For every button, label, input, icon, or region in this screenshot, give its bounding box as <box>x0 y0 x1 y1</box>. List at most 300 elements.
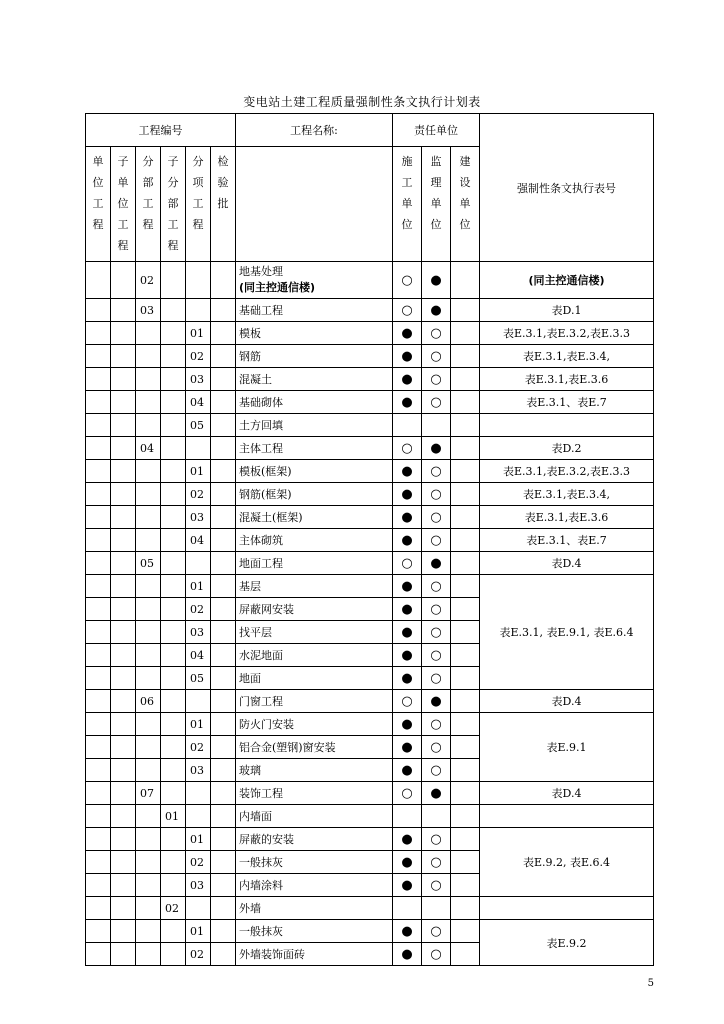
page-title: 变电站土建工程质量强制性条文执行计划表 <box>243 95 481 109</box>
project-name-cell <box>236 598 393 621</box>
construction-unit-mark: ● <box>393 920 422 943</box>
owner-unit-mark <box>451 345 480 368</box>
owner-unit-mark <box>451 575 480 598</box>
standard-table-cell: 表D.4 <box>480 782 654 805</box>
owner-unit-mark <box>451 805 480 828</box>
owner-unit-mark <box>451 299 480 322</box>
project-name-cell <box>236 414 393 437</box>
table-row <box>86 713 654 736</box>
owner-unit-mark <box>451 621 480 644</box>
supervision-unit-mark: ○ <box>422 391 451 414</box>
supervision-unit-header: 监理单位 <box>422 147 451 262</box>
code-cell-subunit <box>111 713 136 736</box>
code-cell-unit <box>86 667 111 690</box>
project-code-header: 工程编号 <box>86 114 236 147</box>
standard-table-cell: 表E.9.2 <box>480 920 654 966</box>
code-cell-item: 02 <box>186 736 211 759</box>
project-name-text: 土方回填 <box>239 419 283 432</box>
construction-unit-header: 施工单位 <box>393 147 422 262</box>
code-cell-subunit <box>111 575 136 598</box>
code-cell-part: 07 <box>136 782 161 805</box>
code-cell-unit <box>86 460 111 483</box>
standard-table-cell: 表E.9.2, 表E.6.4 <box>480 828 654 897</box>
owner-unit-mark <box>451 414 480 437</box>
construction-unit-mark: ● <box>393 598 422 621</box>
code-cell-item: 05 <box>186 414 211 437</box>
supervision-unit-mark: ● <box>422 262 451 299</box>
code-cell-item: 04 <box>186 391 211 414</box>
code-cell-part <box>136 460 161 483</box>
code-cell-batch <box>211 920 236 943</box>
project-name-cell <box>236 759 393 782</box>
table-row <box>86 322 654 345</box>
project-name-text: 基层 <box>239 580 261 593</box>
supervision-unit-mark: ○ <box>422 713 451 736</box>
code-cell-unit <box>86 621 111 644</box>
project-name-text: 铝合金(塑钢)窗安装 <box>239 741 336 754</box>
code-cell-unit <box>86 851 111 874</box>
table-row <box>86 897 654 920</box>
code-cell-part <box>136 828 161 851</box>
code-cell-unit <box>86 736 111 759</box>
code-cell-item: 02 <box>186 598 211 621</box>
supervision-unit-mark: ○ <box>422 529 451 552</box>
code-cell-part <box>136 897 161 920</box>
header-row-1 <box>86 114 654 147</box>
unit-project-header: 单位工程 <box>86 147 111 262</box>
construction-unit-mark <box>393 414 422 437</box>
code-cell-subpart <box>161 828 186 851</box>
construction-unit-mark: ● <box>393 667 422 690</box>
code-cell-unit <box>86 943 111 966</box>
owner-unit-mark <box>451 262 480 299</box>
project-name-cell <box>236 828 393 851</box>
project-name-text: 地面工程 <box>239 557 283 570</box>
code-cell-unit <box>86 690 111 713</box>
construction-unit-mark: ● <box>393 506 422 529</box>
project-name-cell <box>236 943 393 966</box>
project-name-text: 钢筋(框架) <box>239 488 292 501</box>
code-cell-item <box>186 437 211 460</box>
code-cell-subunit <box>111 322 136 345</box>
construction-unit-mark: ● <box>393 460 422 483</box>
table-row <box>86 828 654 851</box>
project-name-cell <box>236 391 393 414</box>
code-cell-unit <box>86 529 111 552</box>
code-cell-part: 04 <box>136 437 161 460</box>
code-cell-unit <box>86 874 111 897</box>
construction-unit-mark: ○ <box>393 552 422 575</box>
owner-unit-header: 建设单位 <box>451 147 480 262</box>
owner-unit-mark <box>451 943 480 966</box>
supervision-unit-mark: ● <box>422 299 451 322</box>
supervision-unit-mark: ● <box>422 690 451 713</box>
project-name-text: 外墙装饰面砖 <box>239 948 305 961</box>
project-name-text: 水泥地面 <box>239 649 283 662</box>
owner-unit-mark <box>451 920 480 943</box>
table-row <box>86 345 654 368</box>
code-cell-item <box>186 690 211 713</box>
owner-unit-mark <box>451 483 480 506</box>
code-cell-batch <box>211 552 236 575</box>
owner-unit-mark <box>451 598 480 621</box>
code-cell-batch <box>211 874 236 897</box>
code-cell-subunit <box>111 943 136 966</box>
code-cell-batch <box>211 460 236 483</box>
project-name-cell <box>236 368 393 391</box>
code-cell-batch <box>211 529 236 552</box>
code-cell-unit <box>86 299 111 322</box>
project-name-cell <box>236 483 393 506</box>
code-cell-subunit <box>111 437 136 460</box>
owner-unit-mark <box>451 897 480 920</box>
construction-unit-mark: ○ <box>393 690 422 713</box>
standard-table-cell: 表E.3.1、表E.7 <box>480 391 654 414</box>
owner-unit-mark <box>451 690 480 713</box>
code-cell-subunit <box>111 414 136 437</box>
project-name-cell <box>236 874 393 897</box>
project-name-cell <box>236 299 393 322</box>
code-cell-unit <box>86 322 111 345</box>
supervision-unit-mark: ○ <box>422 621 451 644</box>
code-cell-part <box>136 575 161 598</box>
code-cell-subpart <box>161 575 186 598</box>
code-cell-subunit <box>111 506 136 529</box>
code-cell-item: 01 <box>186 713 211 736</box>
code-cell-batch <box>211 598 236 621</box>
project-name-cell <box>236 805 393 828</box>
code-cell-subpart <box>161 552 186 575</box>
construction-unit-mark: ○ <box>393 262 422 299</box>
table-row <box>86 805 654 828</box>
standard-table-cell: 表D.1 <box>480 299 654 322</box>
table-row <box>86 575 654 598</box>
code-cell-item: 02 <box>186 851 211 874</box>
project-name-cell <box>236 920 393 943</box>
construction-unit-mark: ● <box>393 575 422 598</box>
code-cell-batch <box>211 483 236 506</box>
supervision-unit-mark: ○ <box>422 736 451 759</box>
code-cell-subpart <box>161 621 186 644</box>
construction-unit-mark: ● <box>393 759 422 782</box>
construction-unit-mark: ● <box>393 483 422 506</box>
code-cell-part: 05 <box>136 552 161 575</box>
code-cell-batch <box>211 828 236 851</box>
project-name-text: 门窗工程 <box>239 695 283 708</box>
code-cell-item: 01 <box>186 575 211 598</box>
project-name-cell <box>236 851 393 874</box>
construction-unit-mark: ● <box>393 368 422 391</box>
execution-plan-table <box>85 113 654 966</box>
table-row <box>86 414 654 437</box>
code-cell-batch <box>211 299 236 322</box>
code-cell-item: 03 <box>186 874 211 897</box>
code-cell-subunit <box>111 736 136 759</box>
code-cell-subunit <box>111 391 136 414</box>
supervision-unit-mark: ○ <box>422 759 451 782</box>
construction-unit-mark: ● <box>393 345 422 368</box>
code-cell-part <box>136 851 161 874</box>
code-cell-batch <box>211 368 236 391</box>
code-cell-item <box>186 552 211 575</box>
item-project-header: 分项工程 <box>186 147 211 262</box>
project-name-text: 屏蔽网安装 <box>239 603 294 616</box>
project-name-text: 模板(框架) <box>239 465 292 478</box>
code-cell-subunit <box>111 805 136 828</box>
standard-table-cell: 表E.3.1,表E.3.4, <box>480 483 654 506</box>
code-cell-batch <box>211 644 236 667</box>
code-cell-subpart <box>161 437 186 460</box>
code-cell-item: 04 <box>186 529 211 552</box>
code-cell-subpart <box>161 920 186 943</box>
code-cell-part: 06 <box>136 690 161 713</box>
code-cell-item: 01 <box>186 828 211 851</box>
standard-table-cell <box>480 414 654 437</box>
supervision-unit-mark: ○ <box>422 920 451 943</box>
project-name-cell <box>236 782 393 805</box>
project-name-cell <box>236 345 393 368</box>
table-row <box>86 299 654 322</box>
project-name-text: 模板 <box>239 327 261 340</box>
code-cell-batch <box>211 943 236 966</box>
code-cell-subunit <box>111 828 136 851</box>
project-name-text: 混凝土(框架) <box>239 511 303 524</box>
project-name-text: 钢筋 <box>239 350 261 363</box>
project-name-text: 基础工程 <box>239 304 283 317</box>
standard-table-header: 强制性条文执行表号 <box>480 114 654 262</box>
table-row <box>86 552 654 575</box>
project-name-cell <box>236 713 393 736</box>
owner-unit-mark <box>451 828 480 851</box>
code-cell-item: 02 <box>186 345 211 368</box>
construction-unit-mark <box>393 897 422 920</box>
project-name-cell <box>236 529 393 552</box>
code-cell-item: 03 <box>186 368 211 391</box>
table-row <box>86 529 654 552</box>
code-cell-subpart <box>161 851 186 874</box>
supervision-unit-mark: ○ <box>422 943 451 966</box>
code-cell-part <box>136 621 161 644</box>
construction-unit-mark: ○ <box>393 437 422 460</box>
supervision-unit-mark: ○ <box>422 368 451 391</box>
owner-unit-mark <box>451 460 480 483</box>
project-name-cell <box>236 690 393 713</box>
owner-unit-mark <box>451 322 480 345</box>
owner-unit-mark <box>451 736 480 759</box>
code-cell-subpart <box>161 529 186 552</box>
code-cell-subpart <box>161 414 186 437</box>
code-cell-part <box>136 736 161 759</box>
code-cell-unit <box>86 897 111 920</box>
project-name-cell <box>236 575 393 598</box>
code-cell-subpart <box>161 391 186 414</box>
code-cell-unit <box>86 598 111 621</box>
supervision-unit-mark: ○ <box>422 828 451 851</box>
code-cell-unit <box>86 262 111 299</box>
code-cell-item: 02 <box>186 943 211 966</box>
supervision-unit-mark: ○ <box>422 598 451 621</box>
table-row <box>86 460 654 483</box>
code-cell-unit <box>86 828 111 851</box>
owner-unit-mark <box>451 759 480 782</box>
standard-table-cell: 表E.3.1,表E.3.6 <box>480 368 654 391</box>
code-cell-unit <box>86 437 111 460</box>
table-row <box>86 782 654 805</box>
supervision-unit-mark: ○ <box>422 460 451 483</box>
project-name-text: 主体砌筑 <box>239 534 283 547</box>
supervision-unit-mark: ○ <box>422 851 451 874</box>
code-cell-part <box>136 391 161 414</box>
code-cell-unit <box>86 506 111 529</box>
code-cell-subpart <box>161 483 186 506</box>
standard-table-cell: 表E.3.1、表E.7 <box>480 529 654 552</box>
code-cell-subunit <box>111 874 136 897</box>
standard-table-cell: 表D.4 <box>480 690 654 713</box>
code-cell-item <box>186 897 211 920</box>
supervision-unit-mark <box>422 897 451 920</box>
project-name-text: 外墙 <box>239 902 261 915</box>
code-cell-batch <box>211 262 236 299</box>
project-name-text: 混凝土 <box>239 373 272 386</box>
code-cell-subpart <box>161 598 186 621</box>
code-cell-unit <box>86 345 111 368</box>
project-name-cell <box>236 460 393 483</box>
code-cell-batch <box>211 736 236 759</box>
project-name-header: 工程名称: <box>236 114 393 147</box>
owner-unit-mark <box>451 713 480 736</box>
code-cell-part <box>136 874 161 897</box>
code-cell-batch <box>211 782 236 805</box>
page-number: 5 <box>647 978 654 989</box>
owner-unit-mark <box>451 874 480 897</box>
supervision-unit-mark: ○ <box>422 506 451 529</box>
owner-unit-mark <box>451 782 480 805</box>
code-cell-subpart <box>161 460 186 483</box>
code-cell-part: 03 <box>136 299 161 322</box>
code-cell-part <box>136 529 161 552</box>
table-row <box>86 368 654 391</box>
project-name-cell <box>236 437 393 460</box>
code-cell-subunit <box>111 460 136 483</box>
code-cell-item: 01 <box>186 460 211 483</box>
code-cell-subpart <box>161 943 186 966</box>
code-cell-subpart <box>161 782 186 805</box>
owner-unit-mark <box>451 667 480 690</box>
code-cell-part <box>136 322 161 345</box>
code-cell-part <box>136 920 161 943</box>
code-cell-batch <box>211 690 236 713</box>
code-cell-unit <box>86 368 111 391</box>
standard-table-cell: 表E.3.1,表E.3.6 <box>480 506 654 529</box>
supervision-unit-mark: ● <box>422 552 451 575</box>
code-cell-part <box>136 414 161 437</box>
project-name-text: 防火门安装 <box>239 718 294 731</box>
code-cell-part <box>136 713 161 736</box>
construction-unit-mark: ● <box>393 851 422 874</box>
code-cell-item: 01 <box>186 920 211 943</box>
supervision-unit-mark: ○ <box>422 874 451 897</box>
code-cell-unit <box>86 782 111 805</box>
table-row <box>86 437 654 460</box>
code-cell-batch <box>211 437 236 460</box>
supervision-unit-mark: ○ <box>422 483 451 506</box>
owner-unit-mark <box>451 506 480 529</box>
code-cell-item: 01 <box>186 322 211 345</box>
construction-unit-mark: ● <box>393 391 422 414</box>
code-cell-batch <box>211 759 236 782</box>
project-name-cell <box>236 621 393 644</box>
project-name-cell <box>236 322 393 345</box>
code-cell-batch <box>211 322 236 345</box>
table-row <box>86 391 654 414</box>
construction-unit-mark: ● <box>393 621 422 644</box>
project-name-text: 找平层 <box>239 626 272 639</box>
code-cell-unit <box>86 414 111 437</box>
inspection-batch-header: 检验批 <box>211 147 236 262</box>
project-name-cell <box>236 506 393 529</box>
code-cell-subunit <box>111 299 136 322</box>
code-cell-item: 02 <box>186 483 211 506</box>
project-name-cell <box>236 644 393 667</box>
code-cell-item <box>186 782 211 805</box>
project-name-cell <box>236 667 393 690</box>
project-name-text: 装饰工程 <box>239 787 283 800</box>
construction-unit-mark: ● <box>393 736 422 759</box>
standard-table-cell: (同主控通信楼) <box>480 262 654 299</box>
code-cell-batch <box>211 621 236 644</box>
code-cell-subunit <box>111 621 136 644</box>
construction-unit-mark: ● <box>393 874 422 897</box>
code-cell-subpart <box>161 690 186 713</box>
standard-table-cell: 表E.3.1,表E.3.2,表E.3.3 <box>480 460 654 483</box>
owner-unit-mark <box>451 552 480 575</box>
owner-unit-mark <box>451 391 480 414</box>
construction-unit-mark: ○ <box>393 782 422 805</box>
owner-unit-mark <box>451 368 480 391</box>
table-row <box>86 920 654 943</box>
code-cell-part <box>136 943 161 966</box>
code-cell-subunit <box>111 368 136 391</box>
project-name-text: 地面 <box>239 672 261 685</box>
code-cell-subpart: 01 <box>161 805 186 828</box>
construction-unit-mark: ● <box>393 322 422 345</box>
project-name-cell <box>236 736 393 759</box>
code-cell-subunit <box>111 920 136 943</box>
code-cell-part <box>136 667 161 690</box>
part-project-header: 分部工程 <box>136 147 161 262</box>
code-cell-part <box>136 759 161 782</box>
project-name-text: 内墙涂料 <box>239 879 283 892</box>
construction-unit-mark: ○ <box>393 299 422 322</box>
project-name-text: 一般抹灰 <box>239 925 283 938</box>
code-cell-subpart <box>161 368 186 391</box>
code-cell-part <box>136 805 161 828</box>
code-cell-batch <box>211 414 236 437</box>
standard-table-cell: 表E.3.1, 表E.9.1, 表E.6.4 <box>480 575 654 690</box>
owner-unit-mark <box>451 644 480 667</box>
code-cell-unit <box>86 713 111 736</box>
code-cell-part <box>136 506 161 529</box>
supervision-unit-mark <box>422 805 451 828</box>
code-cell-subunit <box>111 262 136 299</box>
supervision-unit-mark: ● <box>422 437 451 460</box>
code-cell-subunit <box>111 782 136 805</box>
code-cell-subpart <box>161 667 186 690</box>
code-cell-part: 02 <box>136 262 161 299</box>
construction-unit-mark: ● <box>393 713 422 736</box>
code-cell-batch <box>211 667 236 690</box>
code-cell-item <box>186 805 211 828</box>
